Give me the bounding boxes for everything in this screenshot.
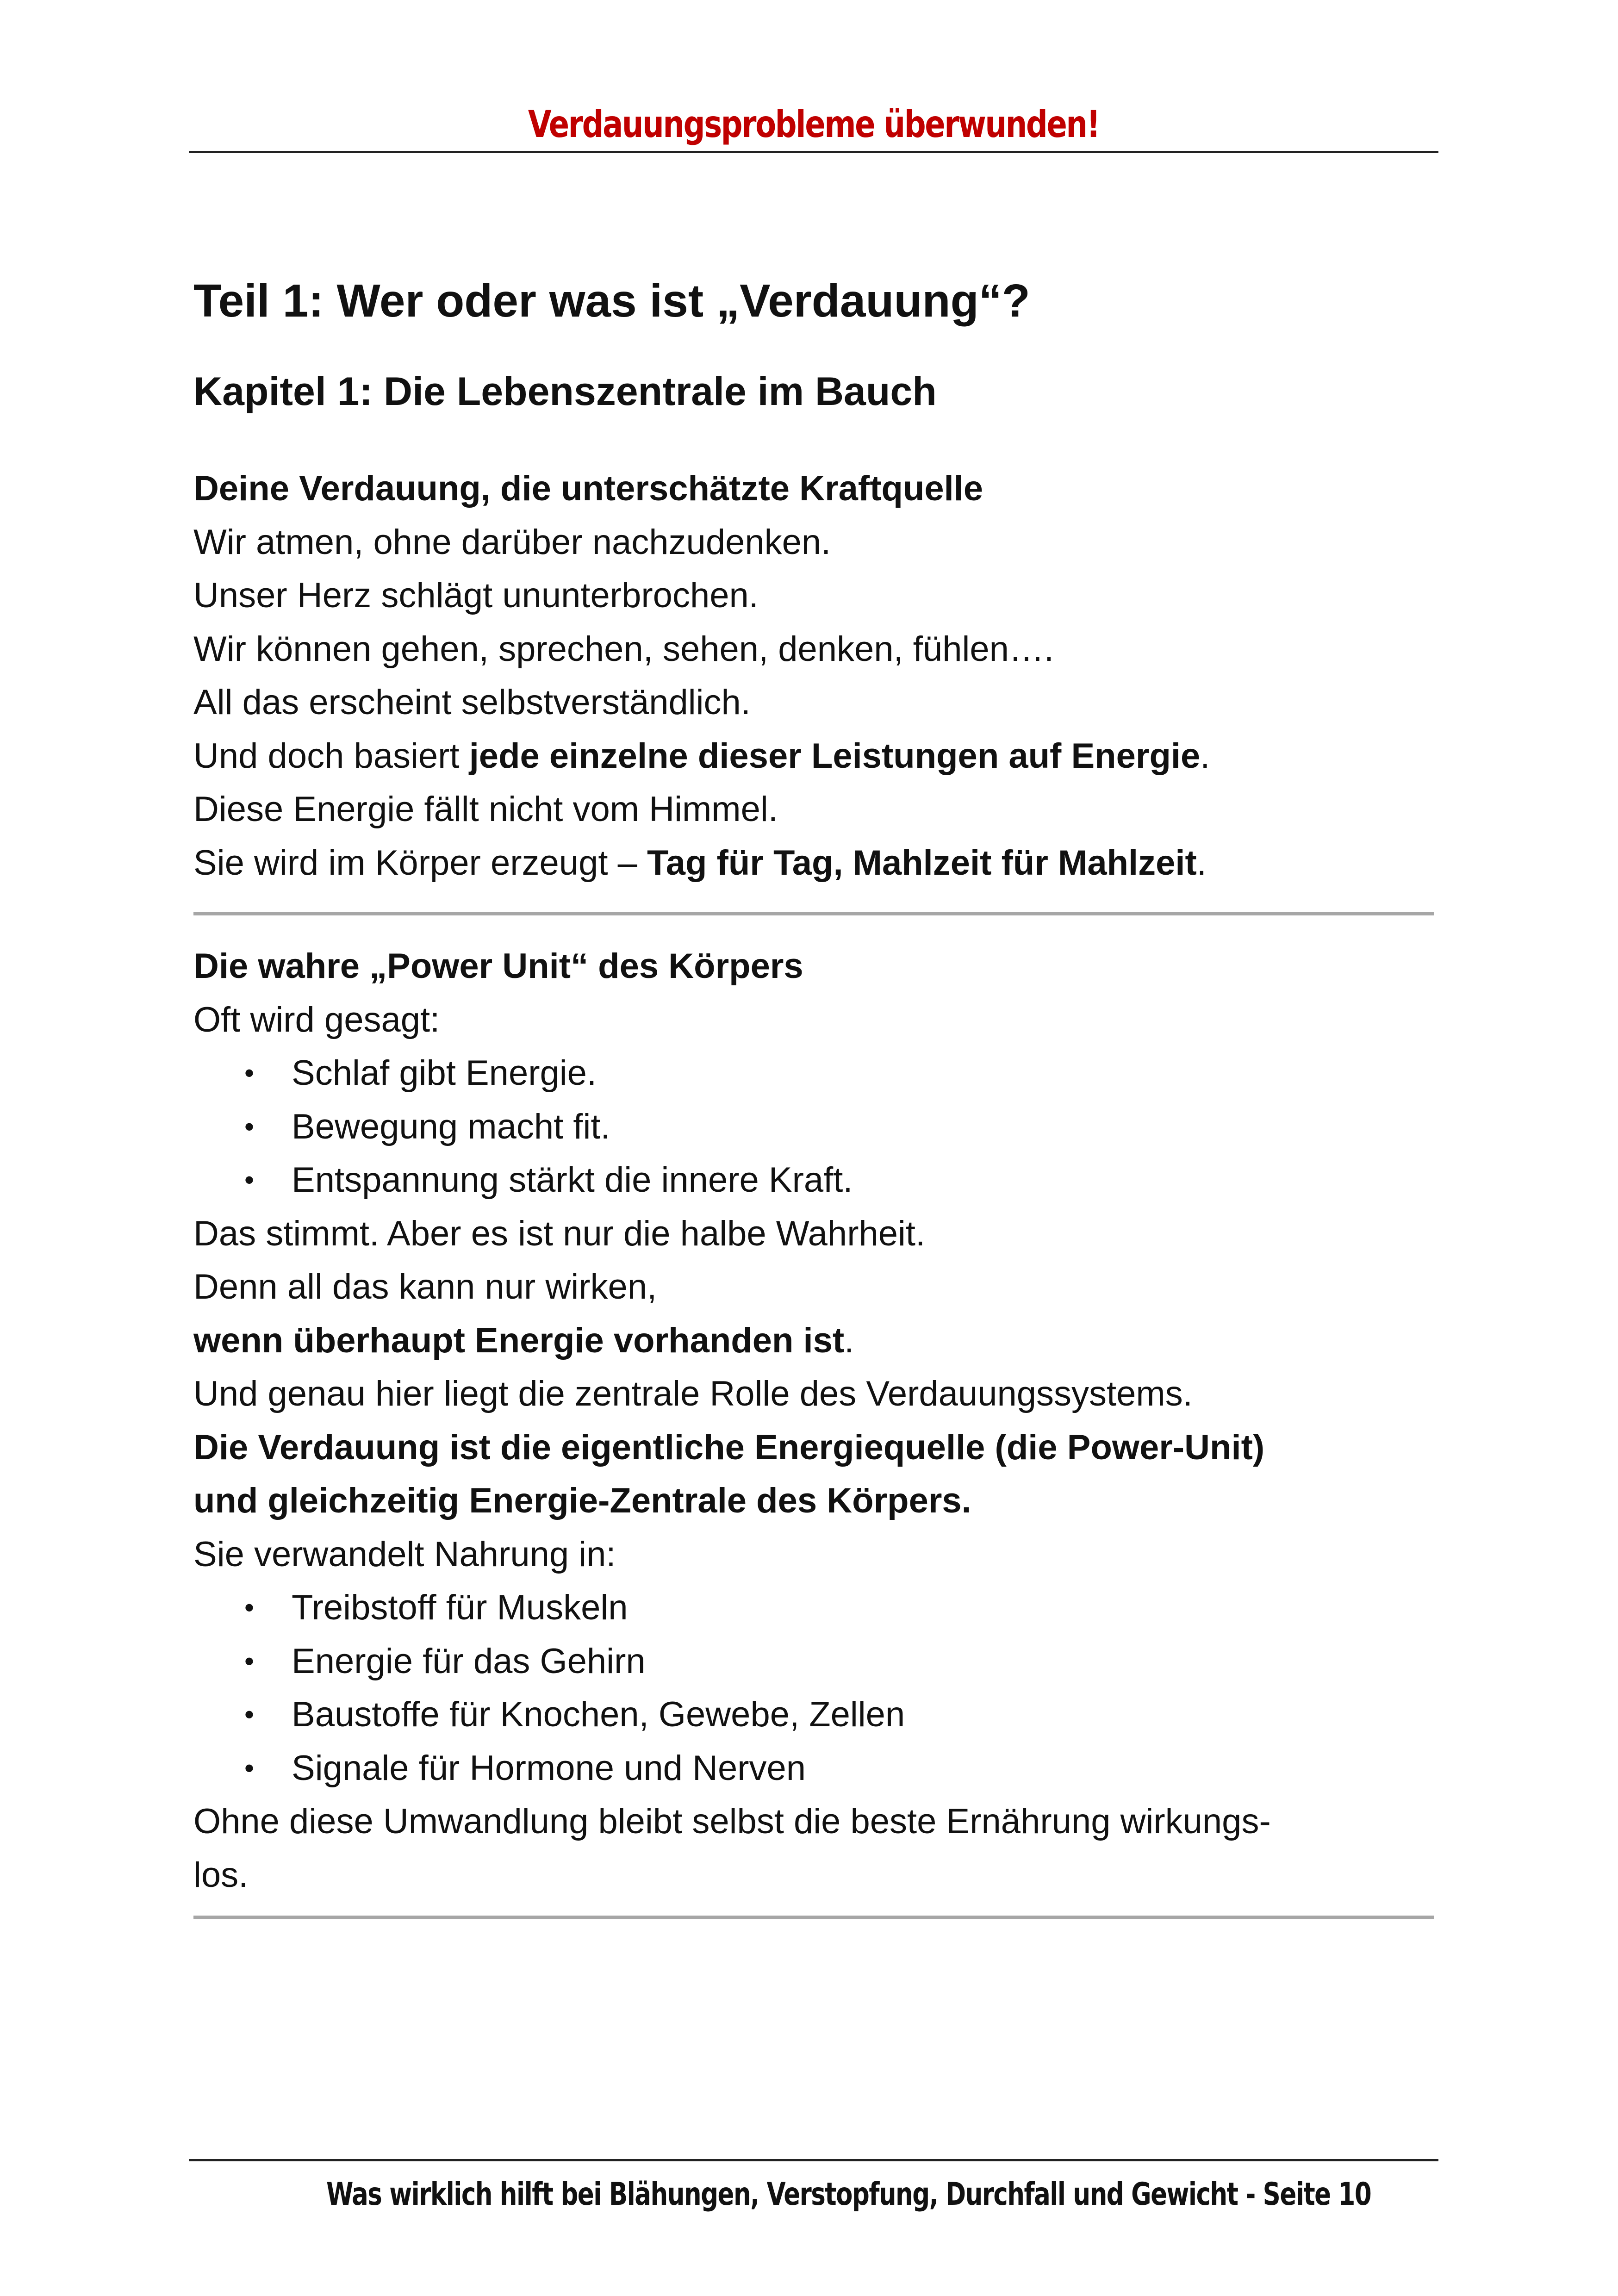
list-item xyxy=(193,1635,1434,1688)
list-item-text: Signale für Hormone und Nerven xyxy=(292,1748,806,1788)
bullet-icon: • xyxy=(244,1645,255,1677)
list-item xyxy=(193,1100,1434,1154)
paragraph-line: Das stimmt. Aber es ist nur die halbe Wahrheit. xyxy=(193,1213,926,1253)
text-run: . xyxy=(1196,843,1207,883)
paragraph-line: Diese Energie fällt nicht vom Himmel. xyxy=(193,790,778,829)
bullet-icon: • xyxy=(244,1752,255,1784)
paragraph-line: Wir atmen, ohne darüber nachzudenken. xyxy=(193,522,831,562)
text-run: . xyxy=(844,1320,854,1360)
paragraph-line xyxy=(193,729,1434,783)
paragraph-line: Sie verwandelt Nahrung in: xyxy=(193,1534,616,1574)
section-divider xyxy=(193,1916,1434,1919)
list-item xyxy=(193,1688,1434,1742)
footer-rule xyxy=(189,2159,1438,2161)
bullet-icon: • xyxy=(244,1699,255,1730)
list-item-text: Baustoffe für Knochen, Gewebe, Zellen xyxy=(292,1695,905,1734)
paragraph-line: los. xyxy=(193,1855,249,1895)
section-energy-source xyxy=(193,462,1434,890)
list-item xyxy=(193,1046,1434,1100)
bold-statement-line: und gleichzeitig Energie-Zentrale des Körpers. xyxy=(193,1481,971,1520)
bold-text-run: wenn überhaupt Energie vorhanden ist xyxy=(193,1320,845,1360)
list-item xyxy=(193,1742,1434,1795)
bullet-icon: • xyxy=(244,1111,255,1142)
bullet-list xyxy=(193,1581,1434,1795)
bold-text-run: Tag für Tag, Mahlzeit für Mahlzeit xyxy=(647,843,1197,883)
list-item-text: Schlaf gibt Energie. xyxy=(292,1053,597,1093)
paragraph-line: Wir können gehen, sprechen, sehen, denken, fühlen…. xyxy=(193,629,1054,669)
paragraph-line: Und genau hier liegt die zentrale Rolle des Verdauungssystems. xyxy=(193,1374,1193,1413)
running-header-title: Verdauungsprobleme überwunden! xyxy=(528,103,1100,146)
list-item-text: Energie für das Gehirn xyxy=(292,1641,646,1681)
list-item xyxy=(193,1581,1434,1635)
paragraph-line xyxy=(193,1314,1434,1368)
part-title: Teil 1: Wer oder was ist „Verdauung“? xyxy=(193,275,1030,327)
text-run: . xyxy=(1200,736,1210,776)
bold-statement-line: Die Verdauung ist die eigentliche Energiequelle (die Power-Unit) xyxy=(193,1427,1265,1467)
paragraph-line: All das erscheint selbstverständlich. xyxy=(193,683,751,722)
text-run: Sie wird im Körper erzeugt – xyxy=(193,843,647,883)
bullet-icon: • xyxy=(244,1164,255,1195)
header-rule xyxy=(189,151,1438,153)
section-heading: Deine Verdauung, die unterschätzte Kraftquelle xyxy=(193,469,983,508)
list-item-text: Entspannung stärkt die innere Kraft. xyxy=(292,1160,853,1200)
list-item-text: Bewegung macht fit. xyxy=(292,1107,610,1146)
text-run: Und doch basiert xyxy=(193,736,469,776)
page-content xyxy=(193,268,1434,1919)
running-footer: Was wirklich hilft bei Blähungen, Verstopfung, Durchfall und Gewicht - Seite 10 xyxy=(326,2176,1371,2213)
bullet-icon: • xyxy=(244,1058,255,1089)
chapter-title: Kapitel 1: Die Lebenszentrale im Bauch xyxy=(193,369,937,414)
list-item xyxy=(193,1153,1434,1207)
section-divider xyxy=(193,912,1434,915)
section-power-unit xyxy=(193,940,1434,1902)
bullet-list xyxy=(193,1046,1434,1207)
list-item-text: Treibstoff für Muskeln xyxy=(292,1588,628,1627)
paragraph-line: Denn all das kann nur wirken, xyxy=(193,1267,657,1307)
bold-text-run: jede einzelne dieser Leistungen auf Energie xyxy=(469,736,1201,776)
section-heading: Die wahre „Power Unit“ des Körpers xyxy=(193,946,803,986)
paragraph-line xyxy=(193,836,1434,890)
paragraph-line: Ohne diese Umwandlung bleibt selbst die beste Ernährung wirkungs- xyxy=(193,1802,1271,1841)
paragraph-line: Unser Herz schlägt ununterbrochen. xyxy=(193,576,759,615)
paragraph-line: Oft wird gesagt: xyxy=(193,1000,440,1039)
bullet-icon: • xyxy=(244,1592,255,1623)
